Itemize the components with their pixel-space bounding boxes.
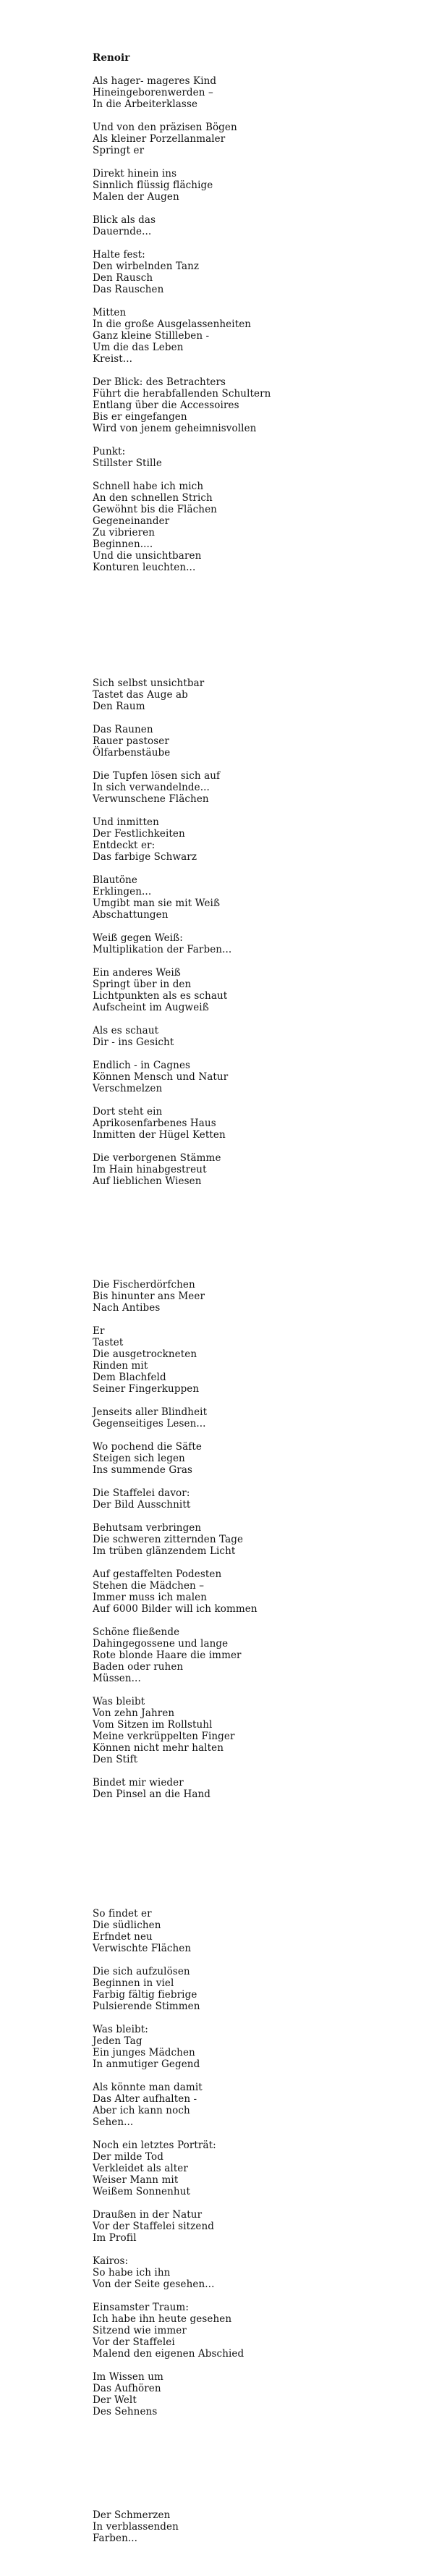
poem-line: Steigen sich legen	[93, 1453, 185, 1464]
poem-line: Die Fischerdörfchen	[93, 1279, 195, 1291]
poem-line: So findet er	[93, 1908, 152, 1920]
poem-line: Stillster Stille	[93, 457, 162, 469]
page-1	[93, 52, 411, 585]
poem-line: Und die unsichtbaren	[93, 550, 202, 562]
stanza	[93, 481, 411, 573]
poem-line: Was bleibt:	[93, 2024, 148, 2035]
poem-line: Aprikosenfarbenes Haus	[93, 1118, 216, 1129]
poem-line: Rinden mit	[93, 1360, 148, 1372]
poem-line: Als hager- mageres Kind	[93, 75, 217, 87]
stanza	[93, 1696, 411, 1765]
poem-line: Sinnlich flüssig flächige	[93, 180, 213, 191]
poem-line: Aufscheint im Augweiß	[93, 1002, 209, 1013]
poem-line: Rote blonde Haare die immer	[93, 1650, 242, 1661]
poem-line: Springt über in den	[93, 979, 192, 990]
page-2	[93, 677, 411, 1199]
poem-line: Erklingen...	[93, 886, 152, 898]
stanza	[93, 1060, 411, 1094]
page-4	[93, 1908, 411, 2429]
poem-line: Auf lieblichen Wiesen	[93, 1175, 202, 1187]
poem-line: Kairos:	[93, 2255, 129, 2267]
poem-line: Dem Blachfeld	[93, 1372, 166, 1383]
poem-line: Beginnen....	[93, 539, 153, 550]
poem-line: Ein anderes Weiß	[93, 967, 181, 979]
poem-line: Im Profil	[93, 2232, 137, 2244]
poem-line: Umgibt man sie mit Weiß	[93, 898, 221, 909]
poem-line: An den schnellen Strich	[93, 492, 213, 504]
poem-line: Gegeneinander	[93, 515, 170, 527]
poem-line: Und von den präzisen Bögen	[93, 122, 237, 133]
poem-line: Als könnte man damit	[93, 2082, 203, 2093]
poem-line: Behutsam verbringen	[93, 1522, 202, 1534]
poem-line: Dir - ins Gesicht	[93, 1036, 174, 1048]
poem-line: Das farbige Schwarz	[93, 851, 197, 863]
stanza	[93, 446, 411, 469]
stanza	[93, 75, 411, 110]
poem-line: Auf 6000 Bilder will ich kommen	[93, 1603, 258, 1615]
poem-line: Blick als das	[93, 214, 156, 226]
poem-line: Konturen leuchten...	[93, 562, 196, 573]
poem-line: Das Alter aufhalten -	[93, 2093, 197, 2105]
poem-line: Endlich - in Cagnes	[93, 1060, 191, 1071]
poem-line: Der milde Tod	[93, 2151, 163, 2163]
poem-line: Wird von jenem geheimnisvollen	[93, 423, 257, 434]
poem-line: Immer muss ich malen	[93, 1592, 208, 1603]
poem-line: Den Raum	[93, 701, 145, 712]
stanza	[93, 2024, 411, 2070]
poem-line: Rauer pastoser	[93, 735, 169, 747]
poem-line: Der Blick: des Betrachters	[93, 376, 226, 388]
poem-line: Können Mensch und Natur	[93, 1071, 229, 1083]
stanza	[93, 2509, 411, 2544]
stanza	[93, 2140, 411, 2197]
poem-line: Er	[93, 1325, 105, 1337]
poem-line: Ein junges Mädchen	[93, 2047, 195, 2058]
poem-line: Pulsierende Stimmen	[93, 2001, 200, 2012]
poem-line: Dahingegossene und lange	[93, 1638, 229, 1650]
stanza	[93, 376, 411, 434]
poem-line: Hineingeborenwerden –	[93, 87, 213, 98]
stanza	[93, 168, 411, 203]
poem-line: Malen der Augen	[93, 191, 179, 203]
poem-line: Halte fest:	[93, 249, 145, 261]
poem-line: In die große Ausgelassenheiten	[93, 318, 252, 330]
poem-line: Noch ein letztes Porträt:	[93, 2140, 216, 2151]
poem-line: Der Welt	[93, 2394, 137, 2406]
poem-line: Farbig fältig fiebrige	[93, 1989, 197, 2001]
poem-line: Die schweren zitternden Tage	[93, 1534, 244, 1545]
poem-line: Die verborgenen Stämme	[93, 1152, 221, 1164]
poem-line: Im trüben glänzendem Licht	[93, 1545, 236, 1557]
poem-line: Im Hain hinabgestreut	[93, 1164, 207, 1175]
poem-line: Auf gestaffelten Podesten	[93, 1568, 222, 1580]
poem-line: Malend den eigenen Abschied	[93, 2348, 244, 2360]
poem-line: Bindet mir wieder	[93, 1777, 184, 1789]
poem-line: Entlang über die Accessoires	[93, 400, 239, 411]
poem-line: Ins summende Gras	[93, 1464, 192, 1476]
poem-line: Aber ich kann noch	[93, 2105, 190, 2116]
stanza	[93, 1487, 411, 1511]
poem-line: Direkt hinein ins	[93, 168, 177, 180]
poem-line: Erfndet neu	[93, 1931, 153, 1943]
poem-line: Die südlichen	[93, 1920, 161, 1931]
poem-line: Führt die herabfallenden Schultern	[93, 388, 271, 400]
poem-line: In sich verwandelnde...	[93, 782, 210, 793]
stanza	[93, 1777, 411, 1800]
poem-line: So habe ich ihn	[93, 2267, 171, 2279]
poem-line: Bis er eingefangen	[93, 411, 187, 423]
poem-line: Von der Seite gesehen...	[93, 2279, 215, 2290]
stanza	[93, 1279, 411, 1314]
poem-line: Schöne fließende	[93, 1626, 180, 1638]
poem-line: Des Sehnens	[93, 2406, 158, 2417]
poem-line: Lichtpunkten als es schaut	[93, 990, 228, 1002]
stanza	[93, 967, 411, 1013]
poem-line: Ich habe ihn heute gesehen	[93, 2313, 232, 2325]
poem-line: Gegenseitiges Lesen...	[93, 1418, 206, 1430]
stanza	[93, 1106, 411, 1141]
poem-line: Der Festlichkeiten	[93, 828, 185, 840]
poem-line: Die sich aufzulösen	[93, 1966, 190, 1977]
stanza	[93, 770, 411, 805]
poem-line: Verschmelzen	[93, 1083, 163, 1094]
poem-line: Verwischte Flächen	[93, 1943, 192, 1954]
poem-line: Kreist...	[93, 353, 132, 365]
stanza	[93, 2371, 411, 2417]
stanza	[93, 1025, 411, 1048]
page-3	[93, 1279, 411, 1812]
poem-line: Bis hinunter ans Meer	[93, 1291, 205, 1302]
poem-line: Um die das Leben	[93, 342, 184, 353]
poem-line: Inmitten der Hügel Ketten	[93, 1129, 226, 1141]
poem-line: Farben...	[93, 2533, 138, 2544]
poem-line: Die ausgetrockneten	[93, 1348, 197, 1360]
poem-line: Der Schmerzen	[93, 2509, 171, 2521]
poem-line: Stehen die Mädchen –	[93, 1580, 205, 1592]
poem-line: Verkleidet als alter	[93, 2163, 188, 2174]
poem-line: Und inmitten	[93, 816, 159, 828]
poem-line: Vom Sitzen im Rollstuhl	[93, 1719, 213, 1731]
poem-line: Meine verkrüppelten Finger	[93, 1731, 235, 1742]
stanza	[93, 122, 411, 156]
poem-line: Ganz kleine Stillleben -	[93, 330, 210, 342]
poem-line: Weißem Sonnenhut	[93, 2186, 191, 2197]
stanza	[93, 1441, 411, 1476]
poem-line: Können nicht mehr halten	[93, 1742, 224, 1754]
stanza	[93, 307, 411, 365]
stanza	[93, 2302, 411, 2360]
poem-line: Von zehn Jahren	[93, 1707, 175, 1719]
poem-line: Ölfarbenstäube	[93, 747, 171, 759]
poem-line: Punkt:	[93, 446, 126, 457]
poem-line: Tastet das Auge ab	[93, 689, 188, 701]
poem-line: Den wirbelnden Tanz	[93, 261, 200, 272]
poem-line: Seiner Fingerkuppen	[93, 1383, 200, 1395]
stanza	[93, 249, 411, 295]
poem-line: Einsamster Traum:	[93, 2302, 189, 2313]
poem-line: Weiß gegen Weiß:	[93, 932, 183, 944]
poem-line: Sehen...	[93, 2116, 134, 2128]
poem-line: Den Rausch	[93, 272, 153, 284]
poem-line: Draußen in der Natur	[93, 2209, 203, 2221]
poem-line: Blautöne	[93, 874, 138, 886]
poem-line: Als es schaut	[93, 1025, 159, 1036]
stanza	[93, 1152, 411, 1187]
poem-line: Entdeckt er:	[93, 840, 156, 851]
poem-line: Weiser Mann mit	[93, 2174, 179, 2186]
poem-title: Renoir	[93, 52, 130, 64]
poem-line: Die Tupfen lösen sich auf	[93, 770, 221, 782]
poem-line: Springt er	[93, 145, 145, 156]
page-5	[93, 2509, 411, 2556]
poem-line: Dort steht ein	[93, 1106, 163, 1118]
poem-line: Mitten	[93, 307, 127, 318]
stanza	[93, 1406, 411, 1430]
stanza	[93, 2209, 411, 2244]
poem-line: Das Aufhören	[93, 2383, 161, 2394]
poem-line: Das Raunen	[93, 724, 153, 735]
stanza	[93, 816, 411, 863]
stanza	[93, 1522, 411, 1557]
poem-line: Schnell habe ich mich	[93, 481, 204, 492]
poem-line: Den Pinsel an die Hand	[93, 1789, 211, 1800]
poem-line: Abschattungen	[93, 909, 169, 921]
poem-line: Wo pochend die Säfte	[93, 1441, 202, 1453]
poem-line: Multiplikation der Farben...	[93, 944, 232, 955]
stanza	[93, 1325, 411, 1395]
stanza	[93, 932, 411, 955]
poem-line: Jeden Tag	[93, 2035, 142, 2047]
poem-line: Baden oder ruhen	[93, 1661, 184, 1673]
poem-line: Vor der Staffelei sitzend	[93, 2221, 214, 2232]
poem-line: Nach Antibes	[93, 1302, 161, 1314]
poem-line: Müssen...	[93, 1673, 141, 1684]
poem-line: In verblassenden	[93, 2521, 179, 2533]
stanza	[93, 677, 411, 712]
poem-line: Jenseits aller Blindheit	[93, 1406, 208, 1418]
stanza	[93, 2082, 411, 2128]
poem-line: Tastet	[93, 1337, 124, 1348]
poem-line: Verwunschene Flächen	[93, 793, 209, 805]
stanza	[93, 724, 411, 759]
poem-line: Zu vibrieren	[93, 527, 156, 539]
stanza	[93, 1908, 411, 1954]
stanza	[93, 214, 411, 237]
poem-line: In die Arbeiterklasse	[93, 98, 198, 110]
stanza	[93, 2255, 411, 2290]
poem-line: Als kleiner Porzellanmaler	[93, 133, 226, 145]
poem-line: Im Wissen um	[93, 2371, 163, 2383]
stanza	[93, 1966, 411, 2012]
poem-line: In anmutiger Gegend	[93, 2058, 200, 2070]
poem-line: Dauernde...	[93, 226, 152, 237]
poem-line: Den Stift	[93, 1754, 138, 1765]
poem-line: Sitzend wie immer	[93, 2325, 187, 2336]
poem-line: Sich selbst unsichtbar	[93, 677, 205, 689]
poem-line: Die Staffelei davor:	[93, 1487, 190, 1499]
poem-line: Was bleibt	[93, 1696, 145, 1707]
poem-line: Gewöhnt bis die Flächen	[93, 504, 217, 515]
poem-line: Beginnen in viel	[93, 1977, 174, 1989]
poem-line: Vor der Staffelei	[93, 2336, 175, 2348]
stanza	[93, 1568, 411, 1615]
poem-line: Der Bild Ausschnitt	[93, 1499, 191, 1511]
stanza	[93, 874, 411, 921]
stanza	[93, 1626, 411, 1684]
poem-line: Das Rauschen	[93, 284, 164, 295]
